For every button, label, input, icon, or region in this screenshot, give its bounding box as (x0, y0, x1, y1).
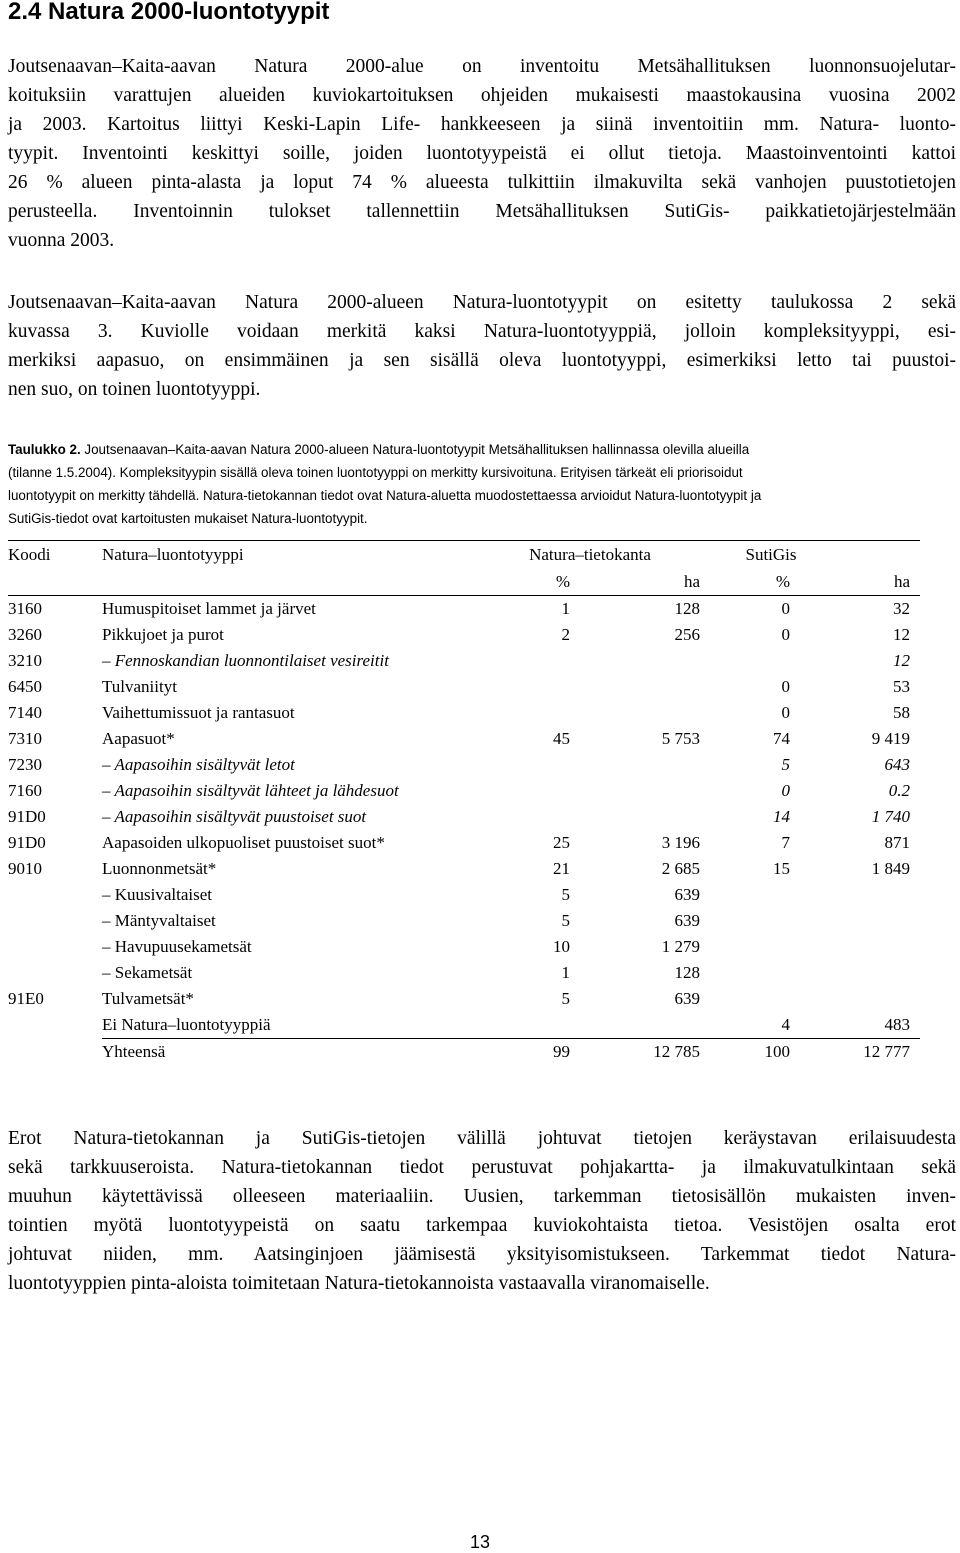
cell-natura-ha (582, 648, 702, 674)
text-line: tointien myötä luontotyypeistä on saatu tarkempaa kuviokohtaista tietoa. Vesistöjen osalta erot (8, 1215, 956, 1236)
cell-natura-ha (582, 778, 702, 804)
cell-code: 6450 (8, 677, 42, 696)
table-row (8, 882, 920, 908)
text-line: johtuvat niiden, mm. Aatsinginjoen jäämisestä yksityisomistukseen. Tarkemmat tiedot Natura- (8, 1244, 956, 1265)
cell-habitat-name: – Aapasoihin sisältyvät puustoiset suot (102, 807, 367, 826)
cell-sutigis-ha (802, 986, 920, 1012)
closing-paragraph (8, 1124, 956, 1298)
cell-code (8, 908, 102, 934)
table-row (8, 726, 920, 752)
table-row (8, 960, 920, 986)
cell-natura-pct: 1 (561, 599, 570, 618)
cell-sutigis-ha: 871 (884, 833, 910, 852)
cell-habitat-name: – Fennoskandian luonnontilaiset vesireitit (102, 651, 389, 670)
cell-sutigis-pct: 0 (781, 625, 790, 644)
cell-natura-ha (582, 1012, 702, 1039)
cell-sutigis-pct (702, 882, 802, 908)
cell-natura-ha: 639 (674, 885, 700, 904)
cell-sutigis-pct (702, 934, 802, 960)
cell-sutigis-ha (802, 960, 920, 986)
cell-sutigis-pct: 14 (773, 807, 790, 826)
cell-natura-pct: 2 (561, 625, 570, 644)
cell-natura-ha: 128 (674, 599, 700, 618)
cell-sutigis-ha: 32 (893, 599, 910, 618)
cell-natura-pct (492, 778, 582, 804)
cell-habitat-name: – Aapasoihin sisältyvät letot (102, 755, 295, 774)
cell-natura-pct: 5 (561, 911, 570, 930)
cell-natura-pct (492, 804, 582, 830)
total-cell-habitat-name: Yhteensä (102, 1039, 492, 1066)
cell-sutigis-ha: 12 (893, 651, 910, 670)
cell-natura-ha: 639 (674, 911, 700, 930)
table-subheader-row (8, 569, 920, 596)
header-natura-pct: % (492, 569, 582, 596)
header-type: Natura–luontotyyppi (102, 541, 492, 570)
cell-habitat-name: – Aapasoihin sisältyvät lähteet ja lähdesuot (102, 781, 399, 800)
text-line: muuhun käytettävissä olleeseen materiaaliin. Uusien, tarkemman tietosisällön mukaisten inven- (8, 1186, 956, 1207)
intro-paragraph (8, 52, 956, 255)
cell-sutigis-pct (702, 908, 802, 934)
cell-habitat-name: Ei Natura–luontotyyppiä (102, 1015, 271, 1034)
cell-code (8, 1012, 102, 1039)
cell-natura-pct (492, 648, 582, 674)
table-row (8, 986, 920, 1012)
cell-natura-ha: 2 685 (661, 859, 700, 878)
cell-sutigis-ha (802, 882, 920, 908)
cell-code: 7160 (8, 781, 42, 800)
text-line: tyypit. Inventointi keskittyi soille, joiden luontotyypeistä ei ollut tietoja. Maastoinventointi kattoi (8, 143, 956, 164)
header-sutigis: SutiGis (702, 541, 920, 570)
table-row (8, 804, 920, 830)
cell-sutigis-pct: 0 (781, 703, 790, 722)
cell-code (8, 960, 102, 986)
cell-sutigis-ha: 9 419 (871, 729, 910, 748)
text-line: ja 2003. Kartoitus liittyi Keski-Lapin Life- hankkeeseen ja siinä inventoitiin mm. Natura- luonto- (8, 114, 956, 135)
cell-habitat-name: Tulvaniityt (102, 677, 177, 696)
cell-habitat-name: Tulvametsät* (102, 989, 194, 1008)
cell-sutigis-ha: 12 (893, 625, 910, 644)
cell-code: 91E0 (8, 989, 44, 1008)
cell-sutigis-ha: 643 (884, 755, 910, 774)
text-line: Joutsenaavan–Kaita-aavan Natura 2000-alueen Natura-luontotyypit on esitetty taulukossa 2 sekä (8, 292, 956, 313)
text-line: merkiksi aapasuo, on ensimmäinen ja sen sisällä oleva luontotyyppi, esimerkiksi letto tai puustoi- (8, 350, 956, 371)
cell-habitat-name: – Havupuusekametsät (102, 937, 252, 956)
header-natura: Natura–tietokanta (492, 541, 702, 570)
total-cell-natura-ha: 12 785 (582, 1039, 702, 1066)
caption-line: (tilanne 1.5.2004). Kompleksityypin sisällä oleva toinen luontotyyppi on merkitty kursivoituna. Erityisen tärkeät eli priorisoidut (8, 465, 743, 480)
cell-sutigis-ha: 1 740 (871, 807, 910, 826)
cell-sutigis-pct (702, 986, 802, 1012)
text-line: koituksiin varattujen alueiden kuviokartoituksen ohjeiden mukaisesti maastokausina vuosina 2002 (8, 85, 956, 106)
caption-line: luontotyypit on merkitty tähdellä. Natura-tietokannan tiedot ovat Natura-aluetta muodostettaessa arvioidut Natura-luontotyypit ja (8, 488, 762, 503)
table-row (8, 622, 920, 648)
table-row (8, 778, 920, 804)
cell-sutigis-ha (802, 934, 920, 960)
table-total-row (8, 1039, 920, 1066)
table-row (8, 700, 920, 726)
cell-natura-ha: 3 196 (661, 833, 700, 852)
cell-natura-pct: 5 (561, 989, 570, 1008)
cell-sutigis-ha: 0.2 (888, 781, 910, 800)
text-line: Joutsenaavan–Kaita-aavan Natura 2000-alue on inventoitu Metsähallituksen luonnonsuojelutar- (8, 56, 956, 77)
text-line: sekä tarkkuuseroista. Natura-tietokannan tiedot perustuvat pohjakartta- ja ilmakuvatulkintaan sekä (8, 1157, 956, 1178)
cell-natura-pct: 5 (561, 885, 570, 904)
cell-sutigis-ha (802, 908, 920, 934)
caption-label: Taulukko 2. (8, 442, 81, 457)
caption-line: SutiGis-tiedot ovat kartoitusten mukaiset Natura-luontotyypit. (8, 511, 368, 526)
text-line: perusteella. Inventoinnin tulokset tallennettiin Metsähallituksen SutiGis- paikkatietojärjestelmään (8, 201, 956, 222)
cell-natura-ha (582, 700, 702, 726)
cell-code: 91D0 (8, 833, 46, 852)
cell-habitat-name: – Kuusivaltaiset (102, 885, 213, 904)
caption-line (8, 438, 956, 461)
text-line: Erot Natura-tietokannan ja SutiGis-tietojen välillä johtuvat tietojen keräystavan erilaisuudesta (8, 1128, 956, 1149)
text-line: 26 % alueen pinta-alasta ja loput 74 % alueesta tulkittiin ilmakuvilta sekä vanhojen puustotietojen (8, 172, 956, 193)
cell-natura-pct: 10 (553, 937, 570, 956)
cell-code (8, 934, 102, 960)
cell-habitat-name: Humuspitoiset lammet ja järvet (102, 599, 316, 618)
total-cell-natura-pct: 99 (492, 1039, 582, 1066)
cell-code: 7310 (8, 729, 42, 748)
table-row (8, 830, 920, 856)
cell-code: 7140 (8, 703, 42, 722)
cell-natura-pct: 21 (553, 859, 570, 878)
table-caption (8, 438, 956, 530)
cell-sutigis-ha: 483 (884, 1015, 910, 1034)
cell-natura-pct (492, 674, 582, 700)
cell-habitat-name: Aapasoiden ulkopuoliset puustoiset suot* (102, 833, 385, 852)
description-paragraph (8, 288, 956, 404)
cell-habitat-name: Luonnonmetsät* (102, 859, 217, 878)
cell-sutigis-ha: 58 (893, 703, 910, 722)
text-line: nen suo, on toinen luontotyyppi. (8, 379, 261, 400)
table-row (8, 752, 920, 778)
total-cell-sutigis-pct: 100 (702, 1039, 802, 1066)
cell-natura-ha: 639 (674, 989, 700, 1008)
natura-habitat-table (8, 540, 920, 1065)
table-row (8, 1012, 920, 1039)
cell-natura-ha: 256 (674, 625, 700, 644)
cell-habitat-name: Vaihettumissuot ja rantasuot (102, 703, 295, 722)
table-row (8, 648, 920, 674)
cell-natura-pct (492, 752, 582, 778)
cell-code: 3260 (8, 625, 42, 644)
cell-sutigis-ha: 53 (893, 677, 910, 696)
cell-code (8, 882, 102, 908)
cell-code: 3210 (8, 651, 42, 670)
table-row (8, 856, 920, 882)
header-sutigis-ha: ha (802, 569, 920, 596)
cell-code: 91D0 (8, 807, 46, 826)
cell-sutigis-pct: 4 (781, 1015, 790, 1034)
cell-habitat-name: Aapasuot* (102, 729, 175, 748)
header-natura-ha: ha (582, 569, 702, 596)
table-header-row (8, 541, 920, 570)
table-row (8, 934, 920, 960)
text-line: kuvassa 3. Kuviolle voidaan merkitä kaksi Natura-luontotyyppiä, jolloin kompleksityyppi, esi- (8, 321, 956, 342)
cell-habitat-name: Pikkujoet ja purot (102, 625, 224, 644)
cell-natura-ha: 1 279 (661, 937, 700, 956)
cell-natura-pct: 1 (561, 963, 570, 982)
section-heading: 2.4 Natura 2000-luontotyypit (8, 0, 330, 25)
header-sutigis-pct: % (702, 569, 802, 596)
table-row (8, 674, 920, 700)
cell-natura-ha (582, 674, 702, 700)
cell-sutigis-pct: 7 (781, 833, 790, 852)
cell-sutigis-pct: 15 (773, 859, 790, 878)
cell-natura-pct (492, 700, 582, 726)
cell-sutigis-pct: 5 (781, 755, 790, 774)
cell-sutigis-pct: 0 (781, 781, 790, 800)
cell-sutigis-pct (702, 960, 802, 986)
page-number: 13 (469, 1532, 491, 1552)
cell-sutigis-pct: 0 (781, 599, 790, 618)
cell-natura-pct: 25 (553, 833, 570, 852)
cell-natura-ha (582, 804, 702, 830)
header-code: Koodi (8, 541, 102, 570)
cell-natura-ha: 128 (674, 963, 700, 982)
table-row (8, 596, 920, 623)
cell-natura-pct: 45 (553, 729, 570, 748)
cell-habitat-name: – Sekametsät (102, 963, 193, 982)
caption-text: Joutsenaavan–Kaita-aavan Natura 2000-alueen Natura-luontotyypit Metsähallituksen hallinnassa olevilla alueilla (80, 442, 750, 457)
text-line: luontotyyppien pinta-aloista toimitetaan Natura-tietokannoista vastaavalla viranomaiselle. (8, 1273, 710, 1294)
cell-code: 7230 (8, 755, 42, 774)
cell-sutigis-ha: 1 849 (871, 859, 910, 878)
cell-sutigis-pct: 0 (781, 677, 790, 696)
total-cell-code (8, 1039, 102, 1066)
cell-code: 3160 (8, 599, 42, 618)
cell-natura-ha: 5 753 (661, 729, 700, 748)
cell-code: 9010 (8, 859, 42, 878)
cell-sutigis-pct (702, 648, 802, 674)
cell-sutigis-pct: 74 (773, 729, 790, 748)
table-row (8, 908, 920, 934)
cell-natura-pct (492, 1012, 582, 1039)
cell-habitat-name: – Mäntyvaltaiset (102, 911, 216, 930)
total-cell-sutigis-ha: 12 777 (802, 1039, 920, 1066)
text-line: vuonna 2003. (8, 230, 115, 251)
cell-natura-ha (582, 752, 702, 778)
